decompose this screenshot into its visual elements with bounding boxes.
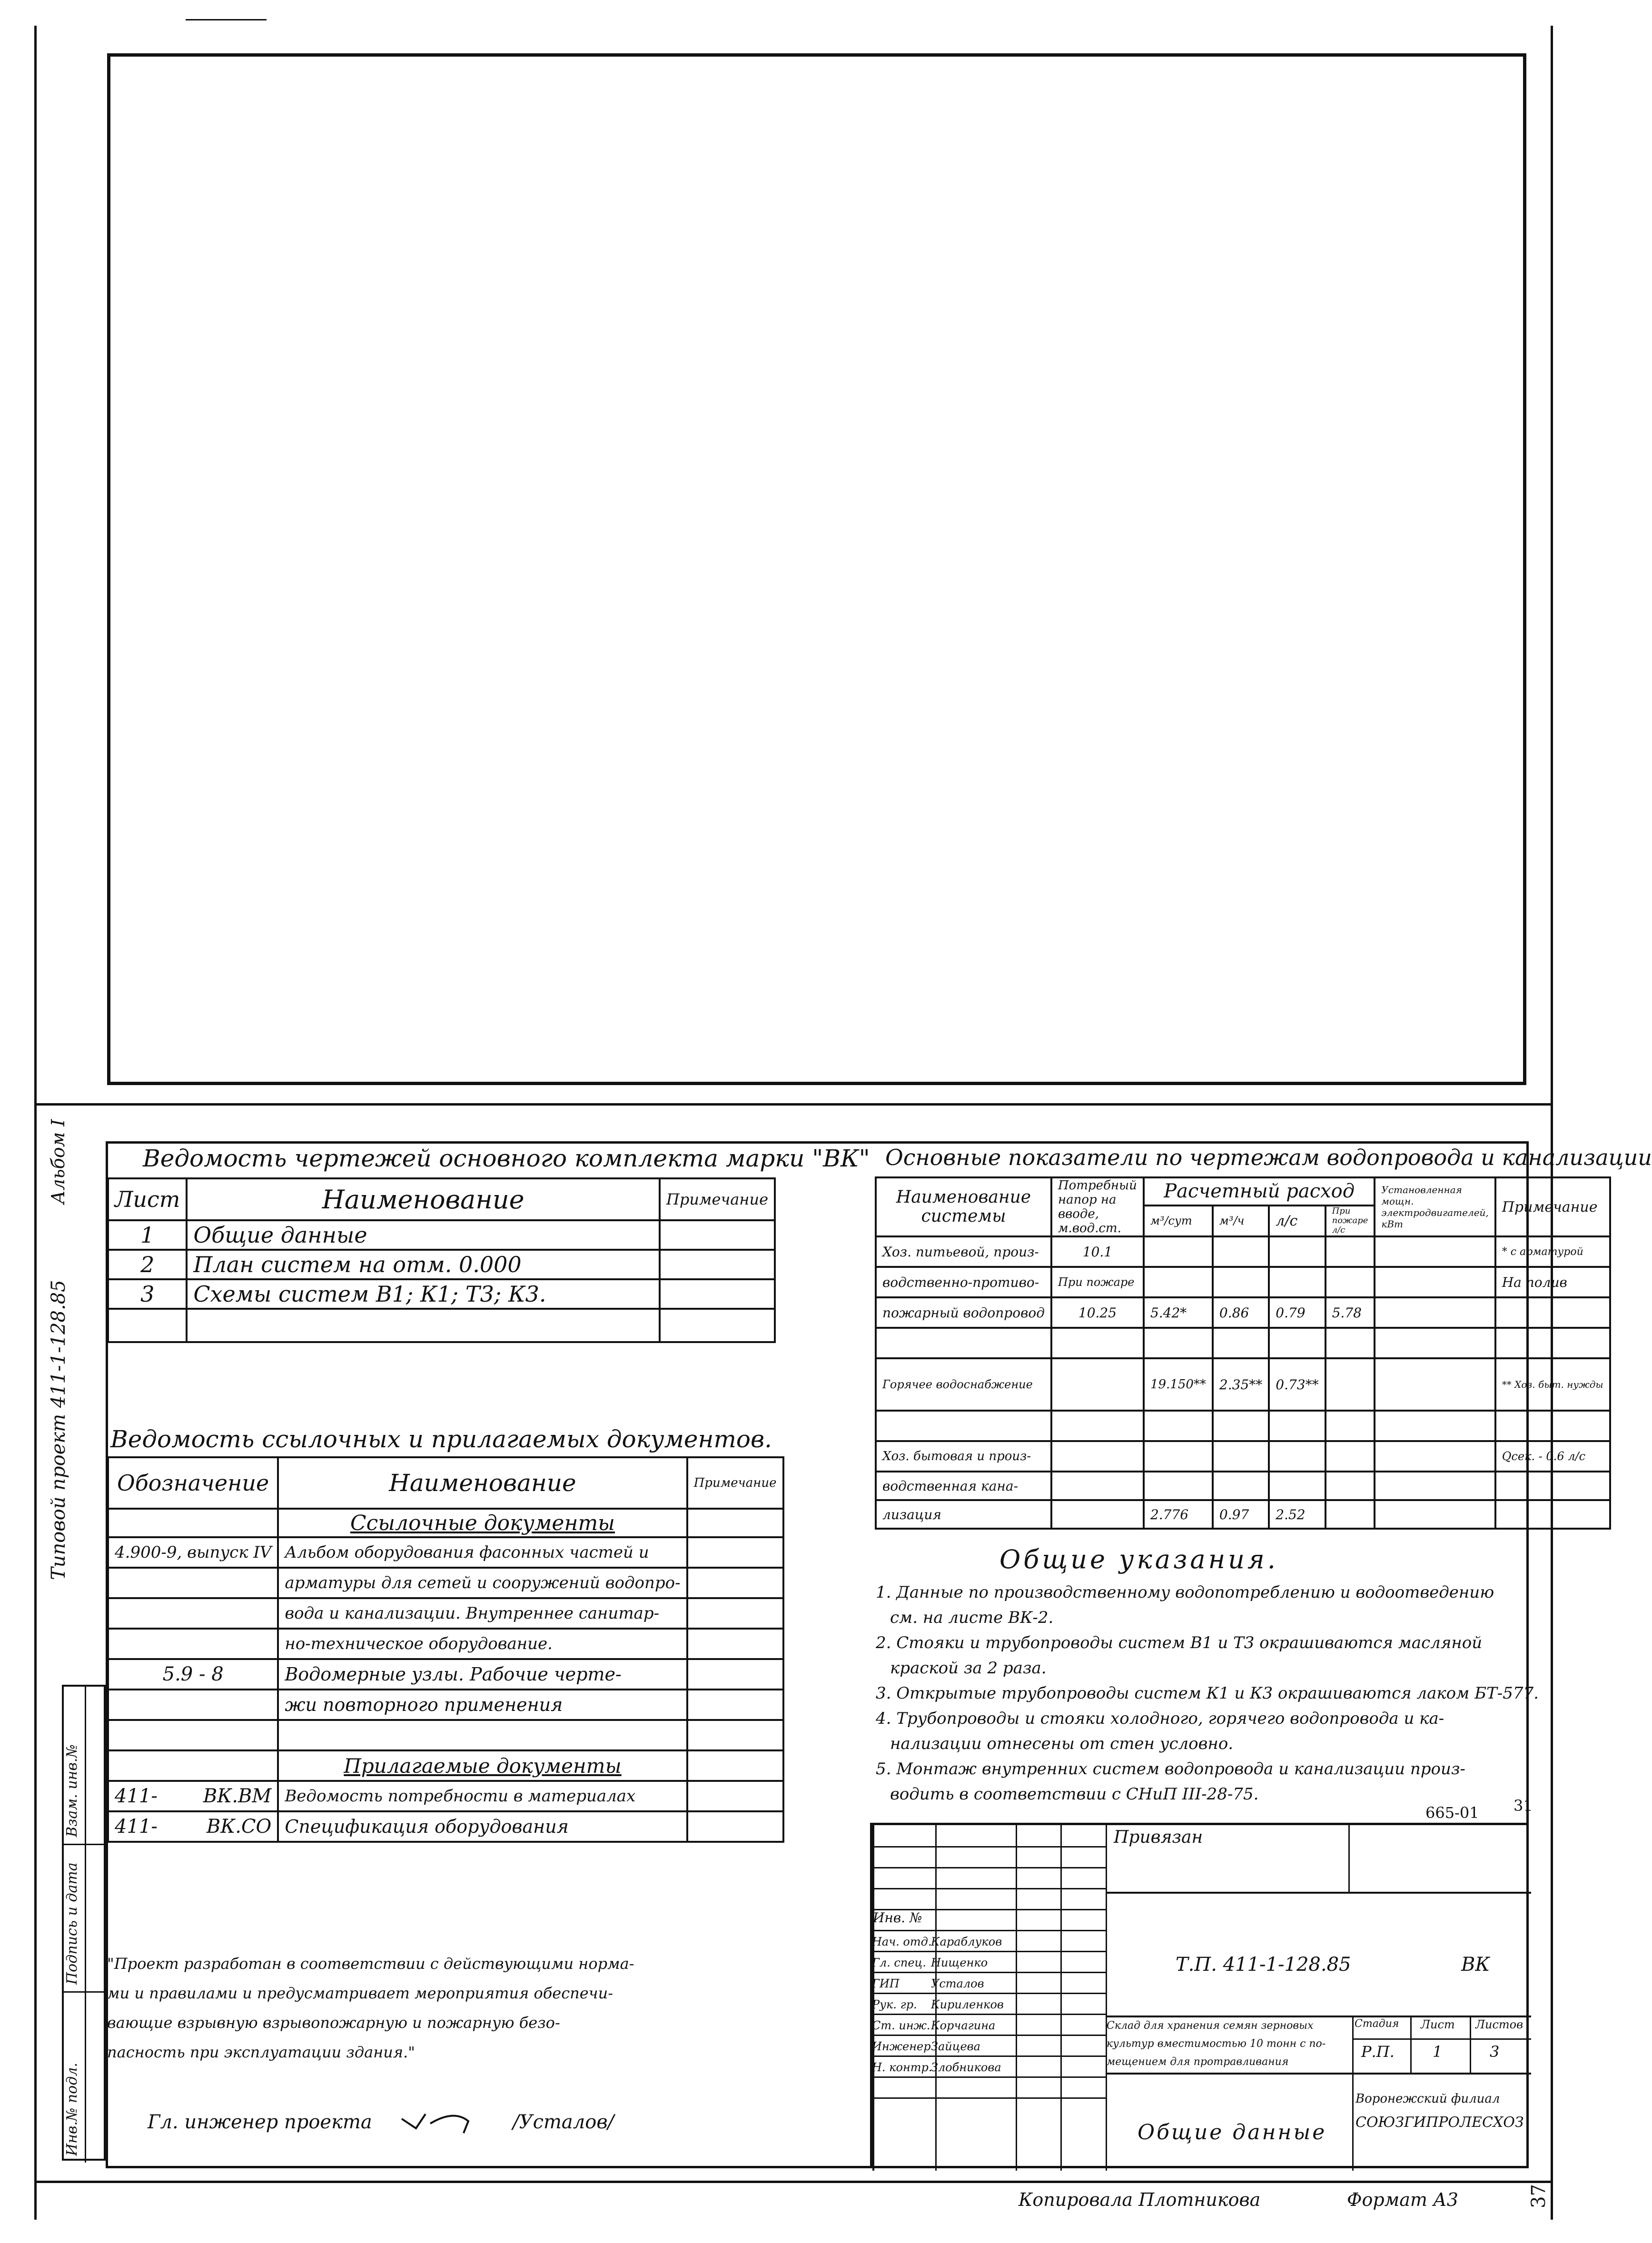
refs-list-title: Ведомость ссылочных и прилагаемых документов. — [110, 1425, 772, 1453]
page-number: 37 — [1528, 2184, 1550, 2208]
rl-section-ref: Ссылочные документы — [278, 1509, 687, 1537]
album-label: Альбом I — [48, 1119, 69, 1204]
rl-header-name: Наименование — [278, 1457, 687, 1509]
notes-list: 1. Данные по производственному водопотреблению и водоотведению см. на листе ВК-2. 2. Стояки и трубопроводы систем В1 и Т3 окрашиваются масляной краской за 2 раза. 3. Открытые трубопроводы систем К1 и К3 окрашиваются лаком БТ-577. 4. Трубопроводы и стояки холодного, горячего водопровода и ка- нализации отнесены от стен условно. 5. Монтаж внутренних систем водопровода и канализации произ- водить в соответствии с СНиП III-28-75. — [876, 1583, 1539, 1804]
blank-drawing-frame — [107, 53, 1526, 1085]
statement-box: "Проект разработан в соответствии с действующими норма- ми и правилами и предусматривает мероприятия обеспечи- вающие взрывную взрывопожарную и пожарную безо- пасность при эксплуатации здания." — [107, 1955, 634, 2061]
table-row — [876, 1328, 1610, 1358]
table-row — [108, 1720, 783, 1750]
staff-row: Н. контр.Злобникова — [872, 2061, 1001, 2074]
sheet-header: Лист — [1421, 2018, 1455, 2031]
drawings-list-table — [107, 1177, 776, 1343]
outer-left-border — [34, 26, 37, 2220]
object-name: Склад для хранения семян зерновых культур вместимостью 10 тонн с по- мещением для протравливания — [1107, 2020, 1326, 2068]
table-row: 5.9 - 8 Водомерные узлы. Рабочие черте- — [108, 1659, 783, 1690]
stamp-label-vzam: Взам. инв.№ — [64, 1744, 80, 1837]
rl-header-note: Примечание — [687, 1457, 783, 1509]
indicators-table: Наименование системы Потребный напор на вводе, м.вод.ст. Расчетный расход Установленная мощн. электродвигателей, кВт Примечание м³/сут м³/ч л/с При пожаре л/с Хоз. питьевой, произ- 10.1 * с арматурой водственно-противо- При пожаре На полив пожарный водопровод 10.25 5.42* 0.86 0.79 5.78 Горячее водоснабжение 19.150** 2.35** 0.73** ** Хоз. быт. нужды Хоз. бытовая и произ- Qсек. - 0.6 л/с водственная кана- лизация 2.776 0.97 2.52 — [875, 1176, 1611, 1530]
staff-row: Рук. гр. Кириленков — [872, 1998, 1004, 2011]
drawing-code: 665-01 — [1425, 1804, 1479, 1822]
table-row: водственная кана- — [876, 1472, 1610, 1500]
table-row: 3 Схемы систем В1; К1; Т3; К3. — [108, 1279, 775, 1309]
table-row: Хоз. питьевой, произ- 10.1 * с арматурой — [876, 1236, 1610, 1267]
chief-engineer-line: Гл. инженер проекта /Усталов/ — [148, 2109, 614, 2138]
stage-header: Стадия — [1355, 2018, 1399, 2030]
project-label: Типовой проект 411-1-128.85 — [48, 1280, 69, 1580]
table-row: вода и канализации. Внутреннее санитар- — [108, 1598, 783, 1629]
indicators-title: Основные показатели по чертежам водопровода и канализации — [885, 1145, 1652, 1170]
stage-value: Р.П. — [1361, 2043, 1395, 2061]
outer-bottom-border — [34, 2181, 1553, 2183]
table-row: 4.900-9, выпуск IV Альбом оборудования фасонных частей и — [108, 1537, 783, 1568]
table-row: жи повторного применения — [108, 1690, 783, 1720]
top-hairline — [186, 19, 267, 20]
table-row: пожарный водопровод 10.25 5.42* 0.86 0.79 5.78 — [876, 1297, 1610, 1328]
staff-row: ГИП Усталов — [872, 1977, 984, 1990]
sheets-value: 3 — [1490, 2043, 1500, 2061]
table-row: 411- ВК.ВМ Ведомость потребности в материалах — [108, 1781, 783, 1811]
sheet-value: 1 — [1433, 2043, 1443, 2061]
rl-header-code: Обозначение — [108, 1457, 278, 1509]
table-row: арматуры для сетей и сооружений водопро- — [108, 1568, 783, 1598]
table-row — [876, 1411, 1610, 1441]
table-row: 411- ВК.СО Спецификация оборудования — [108, 1811, 783, 1842]
table-row: 2 План систем на отм. 0.000 — [108, 1250, 775, 1279]
dl-header-sheet: Лист — [108, 1178, 187, 1220]
sheets-header: Листов — [1475, 2018, 1523, 2031]
staff-row: Нач. отд.Караблуков — [872, 1935, 1002, 1948]
organization: Воронежский филиал СОЮЗГИПРОЛЕСХОЗ — [1355, 2092, 1524, 2131]
sheet-name: Общие данные — [1138, 2120, 1327, 2144]
drawings-list-title: Ведомость чертежей основного комплекта марки "ВК" — [143, 1145, 870, 1172]
privyazan-label: Привязан — [1114, 1828, 1203, 1847]
staff-row: Гл. спец. Нищенко — [872, 1956, 988, 1969]
doc-mark: ВК — [1461, 1954, 1490, 1976]
table-row: лизация 2.776 0.97 2.52 — [876, 1500, 1610, 1529]
format-label: Формат А3 — [1347, 2189, 1458, 2210]
inv-number-label: Инв. № — [873, 1910, 922, 1926]
table-row: Горячее водоснабжение 19.150** 2.35** 0.73** ** Хоз. быт. нужды — [876, 1358, 1610, 1411]
table-row: но-техническое оборудование. — [108, 1629, 783, 1659]
table-row — [108, 1309, 775, 1342]
staff-row: ИнженерЗайцева — [872, 2040, 980, 2053]
stamp-label-inv: Инв.№ подл. — [64, 2063, 80, 2156]
outer-right-border — [1551, 26, 1553, 2220]
page-31: 31 — [1514, 1797, 1533, 1815]
signature-mark — [397, 2109, 487, 2138]
stamp-label-sign: Подпись и дата — [64, 1862, 80, 1985]
notes-title: Общие указания. — [999, 1544, 1278, 1574]
staff-list — [872, 1931, 1004, 2078]
dl-header-name: Наименование — [187, 1178, 660, 1220]
dl-header-note: Примечание — [660, 1178, 775, 1220]
rl-section-app: Прилагаемые документы — [278, 1750, 687, 1781]
copied-by: Копировала Плотникова — [1019, 2189, 1261, 2210]
table-row: водственно-противо- При пожаре На полив — [876, 1267, 1610, 1297]
refs-list-table — [107, 1456, 784, 1843]
table-row: 1 Общие данные — [108, 1220, 775, 1250]
sheet-divider — [34, 1103, 1553, 1106]
table-row: Хоз. бытовая и произ- Qсек. - 0.6 л/с — [876, 1441, 1610, 1472]
staff-row: Ст. инж.Корчагина — [872, 2019, 996, 2032]
doc-code: Т.П. 411-1-128.85 — [1176, 1954, 1351, 1976]
